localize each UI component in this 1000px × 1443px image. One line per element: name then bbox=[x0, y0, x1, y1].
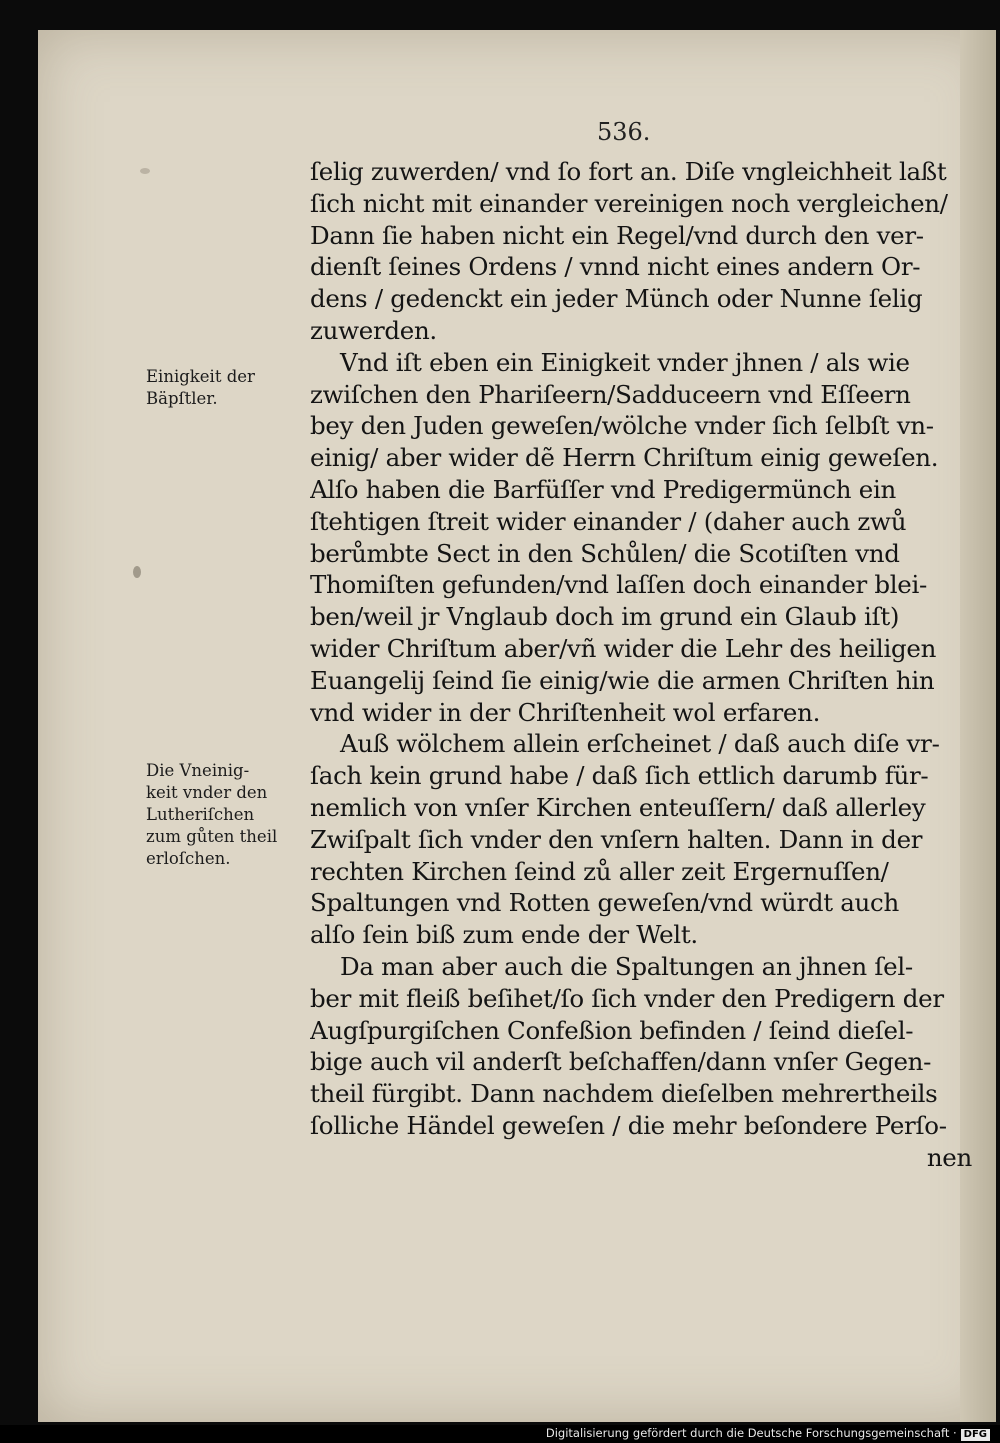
text-line: ſtehtigen ſtreit wider einander / (daher auch zwů bbox=[310, 506, 907, 536]
text-line: rechten Kirchen ſeind zů aller zeit Ergernuſſen/ bbox=[310, 856, 889, 886]
text-line: berůmbte Sect in den Schůlen/ die Scotiſten vnd bbox=[310, 538, 900, 568]
text-line: ber mit fleiß beſihet/ſo ſich vnder den Predigern der bbox=[310, 983, 944, 1013]
text-line: dienſt ſeines Ordens / vnnd nicht eines andern Or- bbox=[310, 252, 921, 282]
text-line: ben/weil jr Vnglaub doch im grund ein Glaub iſt) bbox=[310, 602, 900, 632]
text-line: bey den Juden geweſen/wölche vnder ſich ſelbſt vn- bbox=[310, 411, 934, 441]
text-line: ſich nicht mit einander vereinigen noch vergleichen/ bbox=[310, 188, 948, 218]
text-line: dens / gedenckt ein jeder Münch oder Nunne ſelig bbox=[310, 284, 923, 314]
margin-note-line: erloſchen. bbox=[146, 849, 231, 868]
text-line: Vnd iſt eben ein Einigkeit vnder jhnen / als wie bbox=[340, 347, 910, 377]
text-line: Zwiſpalt ſich vnder den vnſern halten. Dann in der bbox=[310, 824, 923, 854]
footer-credit bbox=[546, 1426, 990, 1441]
margin-note-line: Bäpſtler. bbox=[146, 389, 218, 408]
text-line: bige auch vil anderſt beſchaffen/dann vnſer Gegen- bbox=[310, 1047, 932, 1077]
paper-stain bbox=[140, 168, 150, 174]
text-line: zuwerden. bbox=[310, 315, 437, 345]
footer-credit-text: Digitalisierung gefördert durch die Deutsche Forschungsgemeinschaft · bbox=[545, 1426, 957, 1440]
body-text bbox=[310, 156, 972, 1174]
text-line: vnd wider in der Chriſtenheit wol erfaren. bbox=[310, 697, 821, 727]
text-line: Euangelij ſeind ſie einig/wie die armen Chriſten hin bbox=[310, 665, 935, 695]
text-line: Auß wölchem allein erſcheinet / daß auch diſe vr- bbox=[340, 729, 940, 759]
text-line: nemlich von vnſer Kirchen enteuſſern/ daß allerley bbox=[310, 792, 926, 822]
page-number: 536. bbox=[597, 118, 651, 146]
text-line: ſolliche Händel geweſen / die mehr beſondere Perſo- bbox=[310, 1110, 947, 1140]
text-line: Dann ſie haben nicht ein Regel/vnd durch den ver- bbox=[310, 220, 924, 250]
text-line: Spaltungen vnd Rotten geweſen/vnd würdt auch bbox=[310, 888, 899, 918]
text-line: ſach kein grund habe / daß ſich ettlich darumb für- bbox=[310, 761, 929, 791]
text-line: Alſo haben die Barfüſſer vnd Predigermünch ein bbox=[310, 474, 896, 504]
margin-note-line: Einigkeit der bbox=[146, 367, 255, 386]
margin-note-line: zum gůten theil bbox=[146, 827, 278, 846]
text-line: zwiſchen den Phariſeern/Sadduceern vnd Eſſeern bbox=[310, 379, 911, 409]
margin-note-line: Lutheriſchen bbox=[146, 805, 255, 824]
text-line: einig/ aber wider dẽ Herrn Chriſtum einig geweſen. bbox=[310, 443, 939, 473]
text-line: ſelig zuwerden/ vnd ſo fort an. Diſe vngleichheit laßt bbox=[310, 157, 947, 186]
paper-stain bbox=[133, 566, 141, 578]
margin-note-line: keit vnder den bbox=[146, 783, 268, 802]
dfg-logo: DFG bbox=[961, 1429, 990, 1441]
text-line: Augſpurgiſchen Confeßion befinden / ſeind dieſel- bbox=[310, 1015, 914, 1045]
margin-note-line: Die Vneinig- bbox=[146, 761, 250, 780]
margin-note bbox=[146, 366, 296, 410]
text-line: wider Chriſtum aber/vñ wider die Lehr des heiligen bbox=[310, 633, 937, 663]
text-line: alſo ſein biß zum ende der Welt. bbox=[310, 920, 698, 950]
text-line: Da man aber auch die Spaltungen an jhnen ſel- bbox=[340, 951, 913, 981]
text-line: Thomiſten gefunden/vnd laſſen doch einander blei- bbox=[310, 570, 928, 600]
footer-bar bbox=[0, 1425, 1000, 1443]
catchword: nen bbox=[926, 1142, 972, 1172]
text-line: theil fürgibt. Dann nachdem dieſelben mehrertheils bbox=[310, 1079, 938, 1109]
margin-note bbox=[146, 760, 296, 870]
